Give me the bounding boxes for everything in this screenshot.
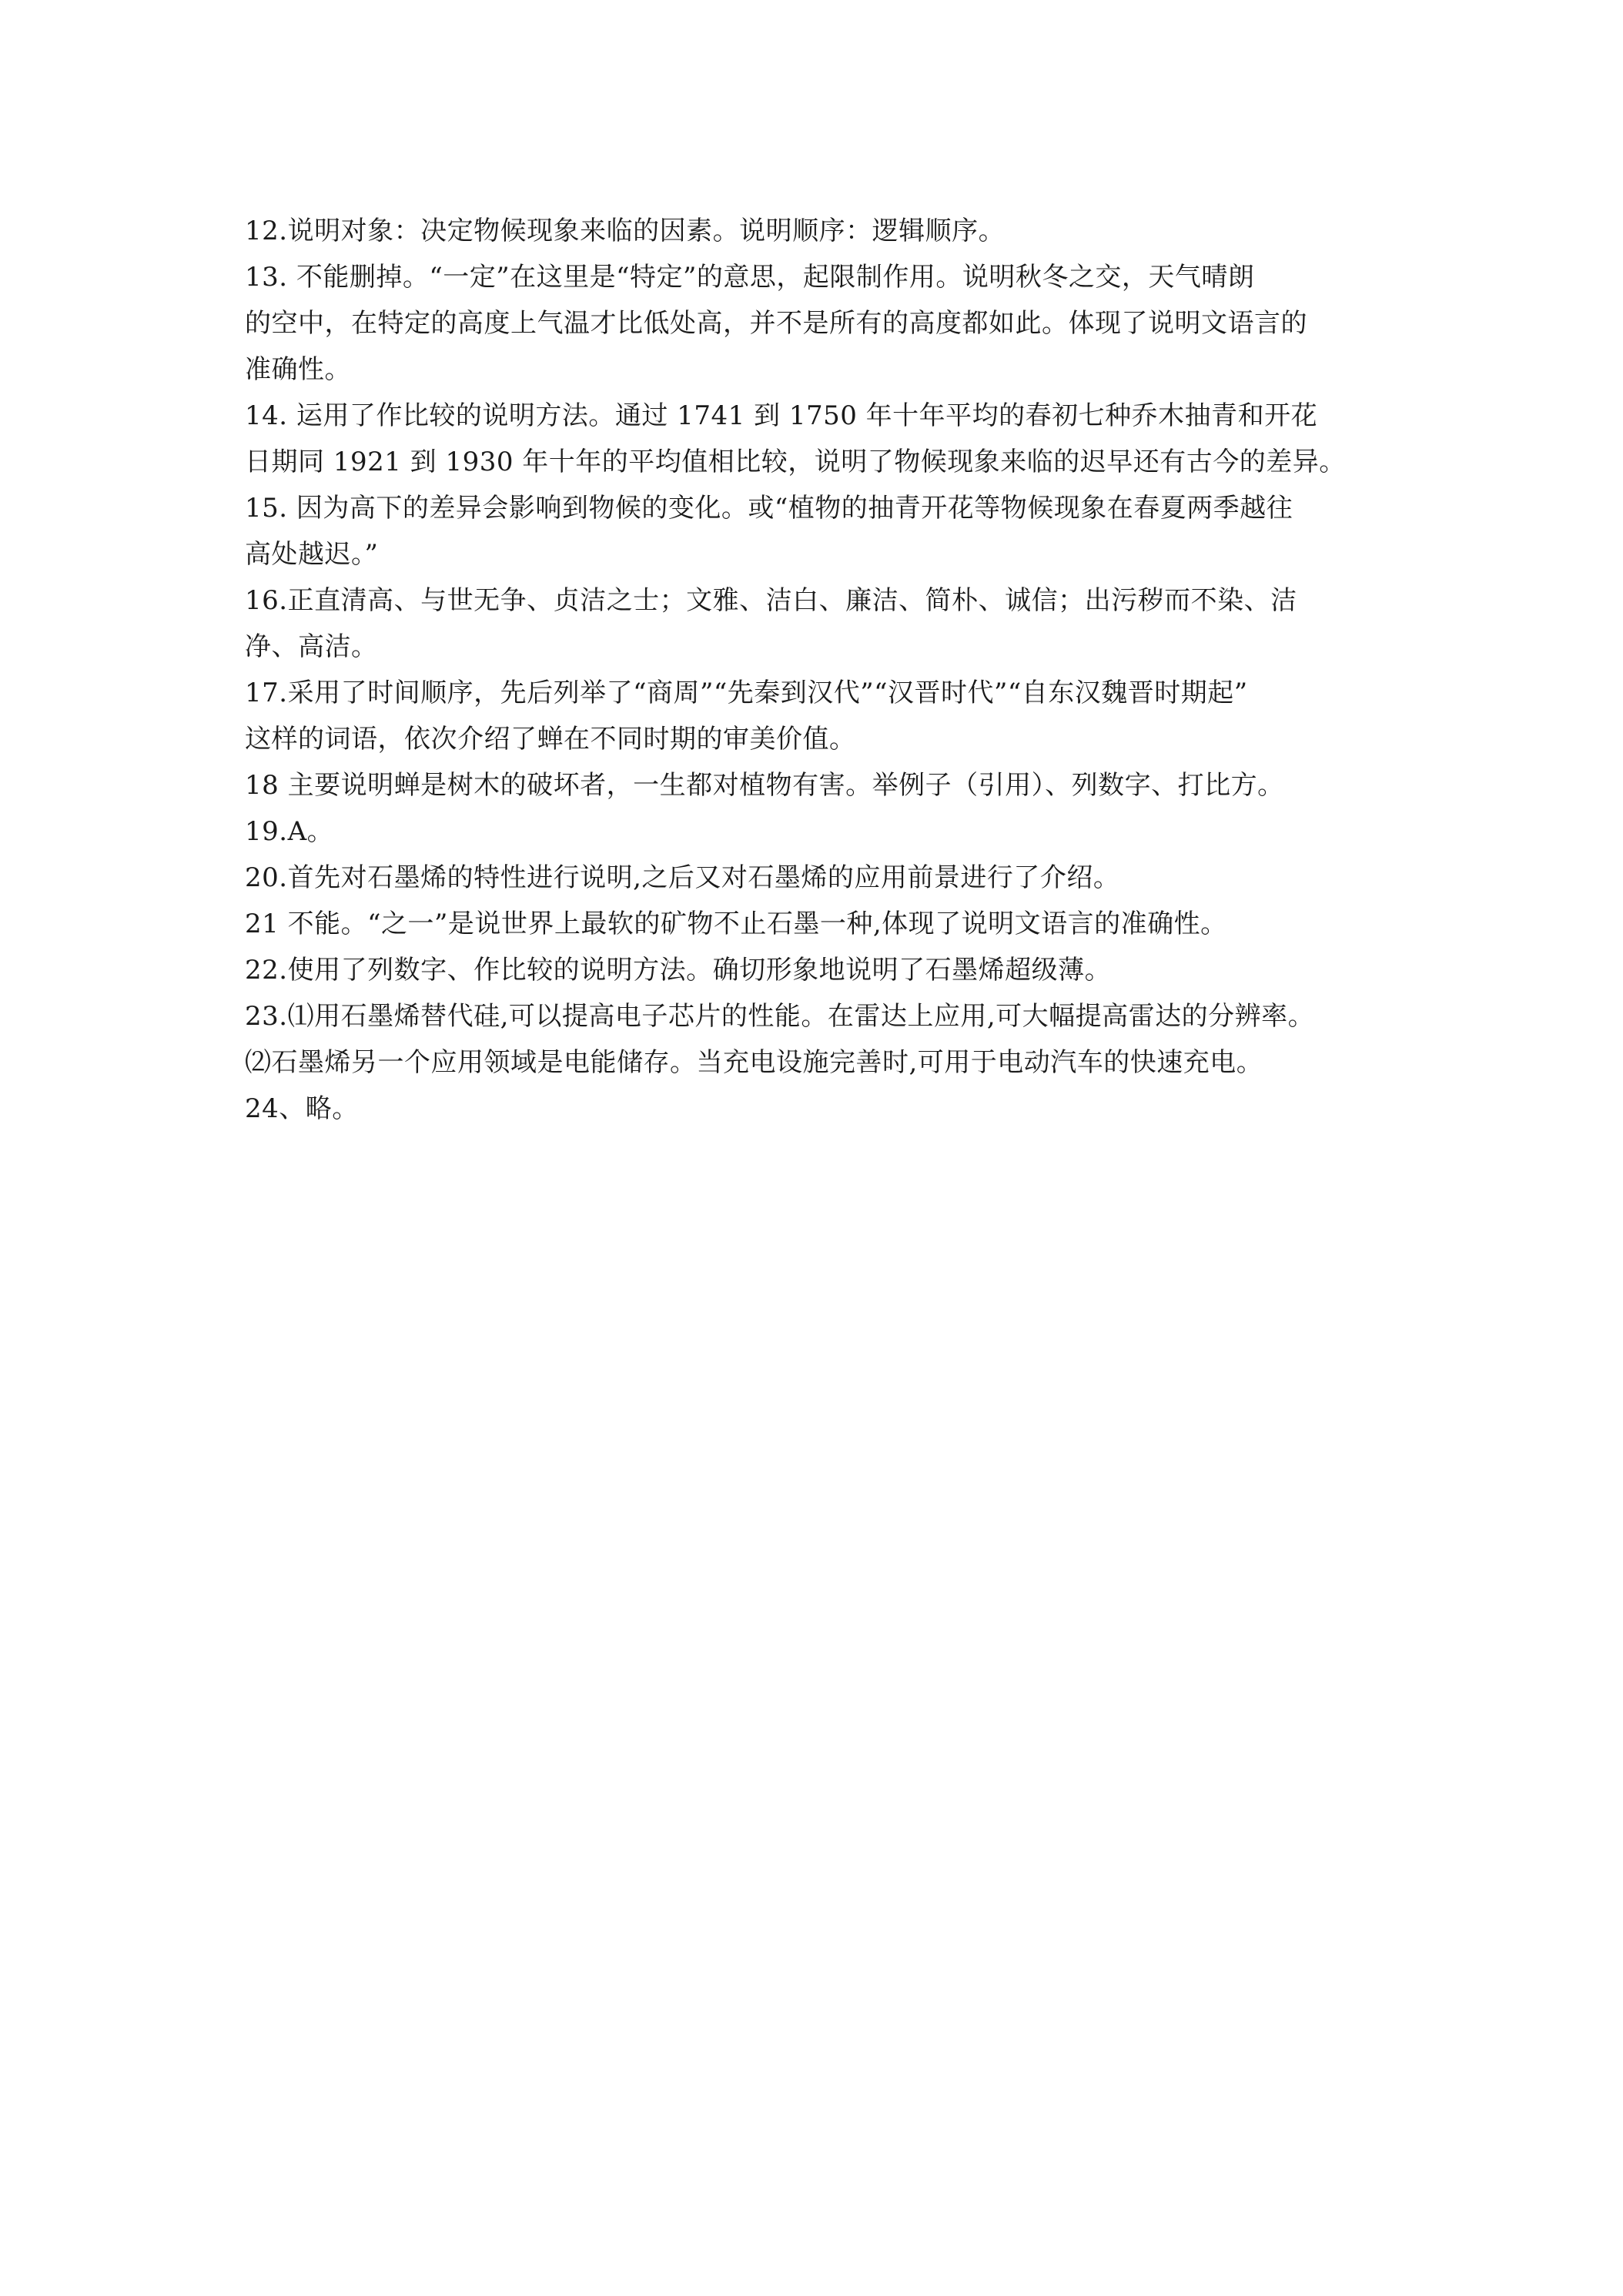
answer-line-14a: 14. 运用了作比较的说明方法。通过 1741 到 1750 年十年平均的春初七种乔木抽青和开花 [245, 400, 1318, 431]
answer-line-23a: 23.⑴用石墨烯替代硅,可以提高电子芯片的性能。在雷达上应用,可大幅提高雷达的分辨率。 [245, 1001, 1315, 1032]
answer-line-14b: 日期同 1921 到 1930 年十年的平均值相比较，说明了物候现象来临的迟早还有古今的差异。 [245, 447, 1346, 477]
answer-line-15a: 15. 因为高下的差异会影响到物候的变化。或“植物的抽青开花等物候现象在春夏两季越往 [245, 493, 1293, 524]
answer-line-13a: 13. 不能删掉。“一定”在这里是“特定”的意思，起限制作用。说明秋冬之交，天气晴朗 [245, 262, 1255, 293]
answer-line-23b: ⑵石墨烯另一个应用领域是电能储存。当充电设施完善时,可用于电动汽车的快速充电。 [245, 1047, 1263, 1078]
answer-line-17b: 这样的词语，依次介绍了蝉在不同时期的审美价值。 [245, 724, 856, 755]
answer-line-13c: 准确性。 [245, 354, 351, 385]
answer-line-18: 18 主要说明蝉是树木的破坏者，一生都对植物有害。举例子（引用）、列数字、打比方。 [245, 770, 1284, 801]
answer-line-22: 22.使用了列数字、作比较的说明方法。确切形象地说明了石墨烯超级薄。 [245, 955, 1112, 986]
answer-line-12: 12.说明对象：决定物候现象来临的因素。说明顺序：逻辑顺序。 [245, 216, 1006, 246]
answer-line-13b: 的空中，在特定的高度上气温才比低处高，并不是所有的高度都如此。体现了说明文语言的 [245, 308, 1307, 339]
answer-line-19: 19.A。 [245, 816, 334, 847]
answer-line-15b: 高处越迟。” [245, 539, 379, 570]
answer-line-24: 24、略。 [245, 1093, 359, 1124]
answer-list [245, 208, 1392, 1132]
answer-line-21: 21 不能。“之一”是说世界上最软的矿物不止石墨一种,体现了说明文语言的准确性。 [245, 909, 1227, 939]
answer-line-16b: 净、高洁。 [245, 631, 378, 662]
answer-line-20: 20.首先对石墨烯的特性进行说明,之后又对石墨烯的应用前景进行了介绍。 [245, 862, 1120, 893]
answer-line-16a: 16.正直清高、与世无争、贞洁之士；文雅、洁白、廉洁、简朴、诚信；出污秽而不染、洁 [245, 585, 1297, 616]
answer-line-17a: 17.采用了时间顺序，先后列举了“商周”“先秦到汉代”“汉晋时代”“自东汉魏晋时期起” [245, 678, 1248, 708]
